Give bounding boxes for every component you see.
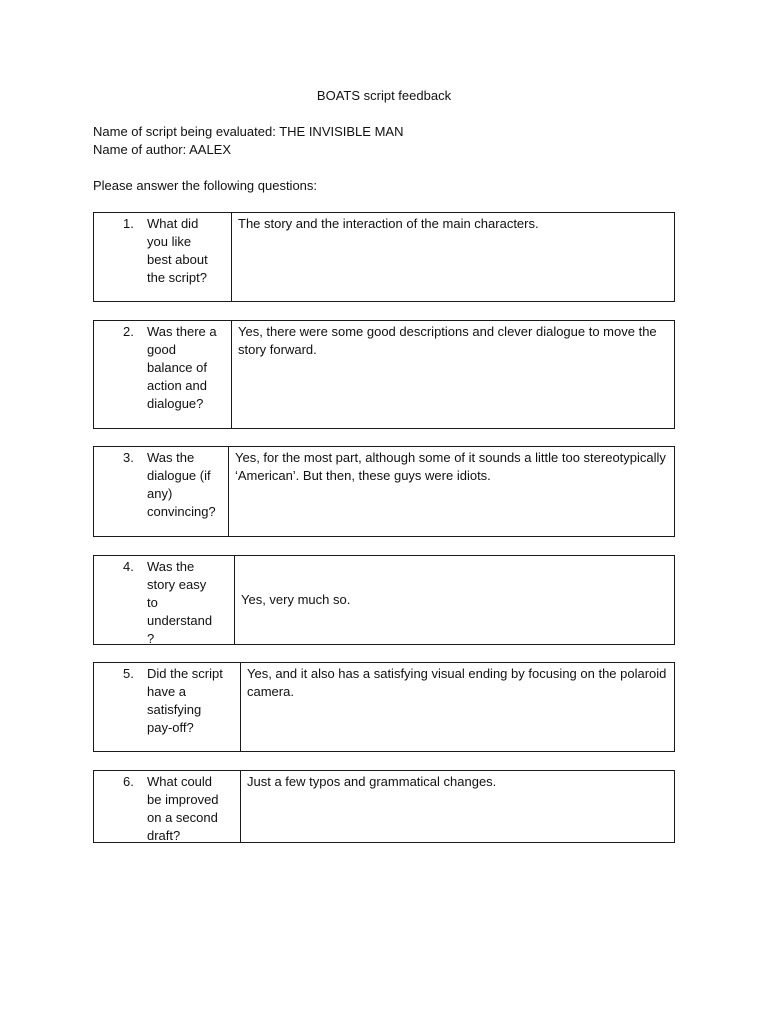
question-box-4 <box>93 555 675 645</box>
question-line: dialogue (if <box>147 468 211 483</box>
answer-cell: Yes, there were some good descriptions and clever dialogue to move the story forward. <box>238 324 657 357</box>
question-box-3 <box>93 446 675 537</box>
question-text <box>147 558 230 648</box>
question-text <box>147 449 224 521</box>
question-number: 3. <box>123 450 134 465</box>
question-line: satisfying <box>147 702 202 717</box>
question-cell <box>94 556 235 644</box>
question-line: What could <box>147 774 213 789</box>
question-number: 2. <box>123 324 134 339</box>
answer-cell: Yes, for the most part, although some of it sounds a little too stereotypically ‘American’. But then, these guys were idiots. <box>235 450 666 483</box>
question-line: Was the <box>147 559 195 574</box>
question-cell <box>94 447 229 536</box>
question-text <box>147 665 236 737</box>
question-text <box>147 773 236 845</box>
question-box-1 <box>93 212 675 302</box>
question-line: draft? <box>147 828 181 843</box>
question-cell <box>94 663 241 751</box>
question-line: dialogue? <box>147 396 204 411</box>
question-line: on a second <box>147 810 218 825</box>
question-number: 5. <box>123 666 134 681</box>
question-line: What did <box>147 216 199 231</box>
question-line: understand <box>147 613 213 628</box>
question-line: pay-off? <box>147 720 194 735</box>
question-line: action and <box>147 378 207 393</box>
question-line: be improved <box>147 792 219 807</box>
question-line: any) <box>147 486 173 501</box>
question-line: Was there a <box>147 324 217 339</box>
answer-cell: Just a few typos and grammatical changes. <box>247 774 497 789</box>
question-box-5 <box>93 662 675 752</box>
answer-cell: The story and the interaction of the main characters. <box>238 216 539 231</box>
question-line: best about <box>147 252 208 267</box>
question-cell <box>94 321 232 428</box>
question-line: have a <box>147 684 187 699</box>
document-title: BOATS script feedback <box>316 88 452 103</box>
question-text <box>147 323 227 413</box>
question-cell <box>94 771 241 842</box>
question-line: balance of <box>147 360 207 375</box>
question-text <box>147 215 227 287</box>
question-line: to <box>147 595 158 610</box>
question-line: story easy <box>147 577 207 592</box>
question-line: good <box>147 342 176 357</box>
question-cell <box>94 213 232 301</box>
question-number: 4. <box>123 559 134 574</box>
question-line: you like <box>147 234 192 249</box>
author-line: Name of author: AALEX <box>93 142 232 157</box>
script-name-line: Name of script being evaluated: THE INVISIBLE MAN <box>93 124 404 139</box>
question-line: ? <box>147 631 155 646</box>
question-line: convincing? <box>147 504 216 519</box>
question-number: 6. <box>123 774 134 789</box>
question-number: 1. <box>123 216 134 231</box>
question-box-2 <box>93 320 675 429</box>
instructions-line: Please answer the following questions: <box>93 178 318 193</box>
answer-cell: Yes, very much so. <box>241 592 351 607</box>
question-line: Did the script <box>147 666 223 681</box>
answer-cell: Yes, and it also has a satisfying visual ending by focusing on the polaroid camera. <box>247 666 667 699</box>
question-line: the script? <box>147 270 207 285</box>
question-line: Was the <box>147 450 195 465</box>
question-box-6 <box>93 770 675 843</box>
